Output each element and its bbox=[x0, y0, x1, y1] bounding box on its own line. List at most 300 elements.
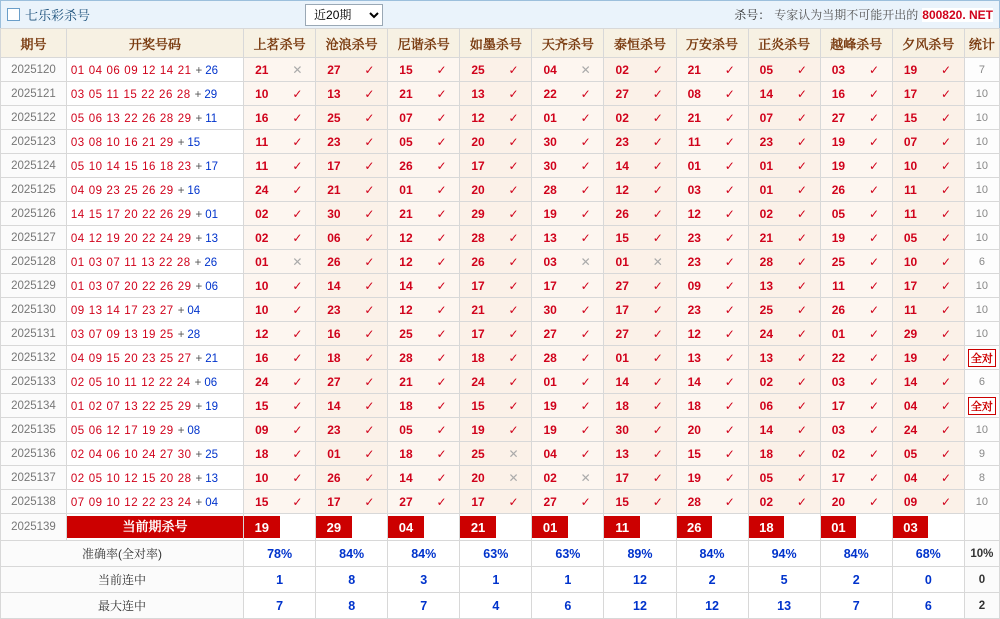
killer-number: 04 bbox=[903, 398, 918, 413]
check-icon: ✓ bbox=[868, 326, 879, 341]
check-icon: ✓ bbox=[436, 206, 447, 221]
check-icon: ✓ bbox=[941, 470, 952, 485]
special-number: 25 bbox=[205, 448, 218, 461]
draw-number: 16 bbox=[142, 160, 156, 173]
check-icon: ✓ bbox=[292, 470, 303, 485]
row-statistic: 10 bbox=[964, 322, 999, 346]
draw-number: 13 bbox=[106, 112, 121, 125]
current-period-label: 当前期杀号 bbox=[67, 516, 243, 538]
draw-number: 14 bbox=[70, 208, 85, 221]
check-icon: ✓ bbox=[364, 326, 375, 341]
killer-cell bbox=[244, 250, 316, 274]
draw-number: 20 bbox=[124, 232, 139, 245]
check-icon: ✓ bbox=[364, 182, 375, 197]
plus-sign: + bbox=[177, 184, 185, 197]
header-killer-8[interactable]: 越峰杀号 bbox=[820, 29, 892, 58]
killer-cell bbox=[604, 226, 676, 250]
cross-icon: ✕ bbox=[580, 62, 591, 77]
check-icon: ✓ bbox=[652, 374, 663, 389]
row-draw-numbers bbox=[66, 418, 243, 442]
check-icon: ✓ bbox=[724, 350, 735, 365]
killer-number: 20 bbox=[471, 182, 485, 197]
current-killer-number: 29 bbox=[316, 516, 352, 538]
draw-number: 09 bbox=[88, 352, 103, 365]
row-statistic: 6 bbox=[964, 250, 999, 274]
table-row bbox=[1, 322, 1000, 346]
special-number: 26 bbox=[204, 256, 218, 269]
cross-icon: ✕ bbox=[508, 446, 519, 461]
killer-cell bbox=[820, 106, 892, 130]
draw-number: 29 bbox=[177, 112, 192, 125]
check-icon: ✓ bbox=[436, 446, 447, 461]
killer-cell bbox=[676, 202, 748, 226]
killer-number: 18 bbox=[615, 398, 629, 413]
check-icon: ✓ bbox=[941, 302, 952, 317]
header-killer-0[interactable]: 上茗杀号 bbox=[244, 29, 316, 58]
check-icon: ✓ bbox=[941, 326, 952, 341]
draw-number: 12 bbox=[106, 424, 121, 437]
killer-number: 29 bbox=[903, 326, 918, 341]
check-icon: ✓ bbox=[724, 470, 735, 485]
killer-number: 03 bbox=[687, 182, 701, 197]
check-icon: ✓ bbox=[580, 350, 591, 365]
check-icon: ✓ bbox=[724, 398, 735, 413]
killer-cell bbox=[316, 418, 388, 442]
check-icon: ✓ bbox=[724, 206, 735, 221]
row-draw-numbers bbox=[66, 250, 243, 274]
killer-number: 19 bbox=[543, 422, 557, 437]
summary-value: 8 bbox=[316, 593, 388, 619]
header-killer-3[interactable]: 如墨杀号 bbox=[460, 29, 532, 58]
row-statistic: 6 bbox=[964, 370, 999, 394]
killer-cell bbox=[892, 202, 964, 226]
table-row bbox=[1, 346, 1000, 370]
special-number: 06 bbox=[204, 376, 218, 389]
killer-number: 27 bbox=[543, 326, 557, 341]
killer-cell bbox=[316, 442, 388, 466]
header-killer-1[interactable]: 沧浪杀号 bbox=[316, 29, 388, 58]
killer-number: 30 bbox=[543, 134, 557, 149]
checkbox-empty-icon[interactable] bbox=[7, 8, 20, 21]
row-draw-numbers bbox=[66, 466, 243, 490]
draw-number: 29 bbox=[159, 184, 174, 197]
killer-number: 17 bbox=[471, 494, 485, 509]
check-icon: ✓ bbox=[508, 278, 519, 293]
draw-number: 10 bbox=[106, 472, 121, 485]
killer-cell bbox=[244, 202, 316, 226]
killer-cell bbox=[820, 250, 892, 274]
current-period-number: 2025139 bbox=[1, 514, 67, 541]
killer-cell bbox=[532, 418, 604, 442]
killer-cell bbox=[892, 466, 964, 490]
check-icon: ✓ bbox=[436, 350, 447, 365]
killer-cell bbox=[316, 274, 388, 298]
draw-number: 20 bbox=[124, 208, 139, 221]
draw-number: 01 bbox=[70, 280, 85, 293]
killer-cell bbox=[460, 418, 532, 442]
draw-number: 22 bbox=[159, 376, 173, 389]
killer-cell bbox=[748, 346, 820, 370]
header-killer-4[interactable]: 天齐杀号 bbox=[532, 29, 604, 58]
check-icon: ✓ bbox=[724, 446, 735, 461]
killer-number: 13 bbox=[615, 446, 629, 461]
draw-number: 23 bbox=[142, 352, 156, 365]
cross-icon: ✕ bbox=[508, 470, 519, 485]
row-draw-numbers bbox=[66, 226, 243, 250]
draw-number: 22 bbox=[142, 496, 156, 509]
killer-number: 24 bbox=[255, 182, 269, 197]
special-number: 04 bbox=[187, 304, 201, 317]
killer-cell bbox=[748, 106, 820, 130]
draw-number: 26 bbox=[142, 184, 156, 197]
killer-number: 21 bbox=[255, 62, 269, 77]
check-icon: ✓ bbox=[508, 230, 519, 245]
killer-cell bbox=[388, 418, 460, 442]
check-icon: ✓ bbox=[868, 62, 879, 77]
killer-cell bbox=[748, 274, 820, 298]
draw-number: 22 bbox=[142, 208, 156, 221]
special-number: 04 bbox=[205, 496, 218, 509]
killer-number: 14 bbox=[759, 422, 774, 437]
check-icon: ✓ bbox=[292, 422, 303, 437]
check-icon: ✓ bbox=[508, 254, 519, 269]
check-icon: ✓ bbox=[868, 254, 879, 269]
killer-number: 03 bbox=[543, 254, 557, 269]
killer-number: 26 bbox=[615, 206, 629, 221]
killer-number: 26 bbox=[327, 254, 341, 269]
table-row bbox=[1, 82, 1000, 106]
killer-number: 05 bbox=[759, 470, 774, 485]
plus-sign: + bbox=[195, 208, 203, 221]
killer-cell bbox=[316, 298, 388, 322]
table-row bbox=[1, 154, 1000, 178]
check-icon: ✓ bbox=[364, 62, 375, 77]
killer-cell bbox=[316, 178, 388, 202]
header-killer-9[interactable]: 夕风杀号 bbox=[892, 29, 964, 58]
killer-cell bbox=[244, 274, 316, 298]
killer-number: 23 bbox=[327, 302, 341, 317]
check-icon: ✓ bbox=[868, 422, 879, 437]
killer-number: 21 bbox=[471, 302, 485, 317]
killer-number: 02 bbox=[615, 110, 629, 125]
check-icon: ✓ bbox=[580, 158, 591, 173]
row-statistic: 10 bbox=[964, 106, 999, 130]
check-icon: ✓ bbox=[436, 302, 447, 317]
killer-cell bbox=[244, 298, 316, 322]
killer-number: 21 bbox=[759, 230, 774, 245]
killer-number: 05 bbox=[903, 446, 918, 461]
draw-number: 15 bbox=[142, 472, 156, 485]
killer-number: 16 bbox=[831, 86, 846, 101]
plus-sign: + bbox=[194, 256, 202, 269]
current-killer-cell bbox=[820, 514, 892, 541]
row-period: 2025134 bbox=[1, 394, 67, 418]
killer-number: 15 bbox=[903, 110, 918, 125]
killer-number: 23 bbox=[759, 134, 774, 149]
draw-number: 07 bbox=[106, 256, 121, 269]
killer-number: 14 bbox=[615, 158, 629, 173]
killer-cell bbox=[244, 58, 316, 82]
killer-cell bbox=[460, 274, 532, 298]
special-number: 16 bbox=[187, 184, 201, 197]
draw-number: 09 bbox=[70, 304, 85, 317]
killer-cell bbox=[604, 154, 676, 178]
row-statistic: 8 bbox=[964, 466, 999, 490]
check-icon: ✓ bbox=[796, 134, 807, 149]
killer-cell bbox=[748, 250, 820, 274]
killer-cell bbox=[676, 274, 748, 298]
row-draw-numbers bbox=[66, 58, 243, 82]
killer-cell bbox=[604, 418, 676, 442]
header-killer-5[interactable]: 泰恒杀号 bbox=[604, 29, 676, 58]
killer-number: 14 bbox=[903, 374, 918, 389]
table-body bbox=[1, 58, 1000, 619]
killer-cell bbox=[460, 250, 532, 274]
killer-cell bbox=[748, 322, 820, 346]
killer-cell bbox=[676, 418, 748, 442]
killer-cell bbox=[532, 346, 604, 370]
check-icon: ✓ bbox=[868, 278, 879, 293]
draw-number: 29 bbox=[177, 208, 192, 221]
check-icon: ✓ bbox=[724, 422, 735, 437]
row-period: 2025126 bbox=[1, 202, 67, 226]
current-killer-cell bbox=[388, 514, 460, 541]
killer-cell bbox=[388, 58, 460, 82]
draw-number: 24 bbox=[142, 448, 156, 461]
header-killer-6[interactable]: 万安杀号 bbox=[676, 29, 748, 58]
killer-number: 17 bbox=[831, 398, 846, 413]
table-row bbox=[1, 226, 1000, 250]
draw-number: 28 bbox=[176, 256, 191, 269]
check-icon: ✓ bbox=[868, 230, 879, 245]
draw-number: 12 bbox=[141, 376, 156, 389]
killer-number: 12 bbox=[471, 110, 485, 125]
killer-cell bbox=[316, 394, 388, 418]
killer-number: 13 bbox=[327, 86, 341, 101]
killer-cell bbox=[892, 58, 964, 82]
summary-statistic: 2 bbox=[964, 593, 999, 619]
killer-cell bbox=[892, 418, 964, 442]
row-statistic: 10 bbox=[964, 226, 999, 250]
killer-cell bbox=[388, 442, 460, 466]
killer-cell bbox=[892, 274, 964, 298]
check-icon: ✓ bbox=[941, 374, 952, 389]
table-row bbox=[1, 370, 1000, 394]
killer-number: 14 bbox=[687, 374, 701, 389]
draw-number: 13 bbox=[88, 304, 103, 317]
check-icon: ✓ bbox=[580, 182, 591, 197]
killer-number: 15 bbox=[615, 230, 629, 245]
row-period: 2025129 bbox=[1, 274, 67, 298]
check-icon: ✓ bbox=[941, 206, 952, 221]
summary-row bbox=[1, 593, 1000, 619]
check-icon: ✓ bbox=[508, 110, 519, 125]
killer-number: 11 bbox=[904, 182, 917, 197]
killer-number: 07 bbox=[759, 110, 774, 125]
killer-number: 19 bbox=[831, 158, 846, 173]
check-icon: ✓ bbox=[364, 86, 375, 101]
draw-number: 12 bbox=[124, 472, 139, 485]
row-statistic: 7 bbox=[964, 58, 999, 82]
draw-number: 09 bbox=[88, 496, 103, 509]
killer-number: 18 bbox=[471, 350, 485, 365]
killer-number: 17 bbox=[831, 470, 846, 485]
check-icon: ✓ bbox=[796, 110, 807, 125]
summary-value: 6 bbox=[532, 593, 604, 619]
row-statistic bbox=[964, 346, 999, 370]
check-icon: ✓ bbox=[580, 302, 591, 317]
killer-cell bbox=[676, 154, 748, 178]
killer-number: 29 bbox=[471, 206, 485, 221]
check-icon: ✓ bbox=[436, 278, 447, 293]
draw-number: 17 bbox=[106, 208, 121, 221]
killer-cell bbox=[244, 466, 316, 490]
check-icon: ✓ bbox=[364, 206, 375, 221]
draw-number: 29 bbox=[177, 400, 192, 413]
special-number: 01 bbox=[205, 208, 218, 221]
check-icon: ✓ bbox=[724, 326, 735, 341]
killer-number: 01 bbox=[687, 158, 701, 173]
killer-number: 25 bbox=[327, 110, 341, 125]
killer-number: 23 bbox=[615, 134, 629, 149]
check-icon: ✓ bbox=[868, 134, 879, 149]
killer-cell bbox=[820, 274, 892, 298]
killer-cell bbox=[748, 418, 820, 442]
killer-cell bbox=[532, 370, 604, 394]
summary-value: 6 bbox=[892, 593, 964, 619]
summary-label: 准确率(全对率) bbox=[1, 541, 244, 567]
killer-cell bbox=[820, 490, 892, 514]
killer-cell bbox=[244, 418, 316, 442]
draw-number: 19 bbox=[142, 424, 156, 437]
check-icon: ✓ bbox=[652, 182, 663, 197]
summary-value: 3 bbox=[388, 567, 460, 593]
killer-cell bbox=[532, 202, 604, 226]
check-icon: ✓ bbox=[652, 326, 663, 341]
killer-number: 05 bbox=[759, 62, 774, 77]
killer-cell bbox=[532, 130, 604, 154]
check-icon: ✓ bbox=[364, 350, 375, 365]
killer-cell bbox=[388, 250, 460, 274]
check-icon: ✓ bbox=[796, 206, 807, 221]
check-icon: ✓ bbox=[436, 110, 447, 125]
killer-cell bbox=[820, 346, 892, 370]
killer-number: 27 bbox=[399, 494, 413, 509]
killer-number: 20 bbox=[471, 134, 485, 149]
killer-cell bbox=[820, 178, 892, 202]
killer-cell bbox=[532, 442, 604, 466]
killer-cell bbox=[820, 154, 892, 178]
killer-number: 25 bbox=[759, 302, 774, 317]
killer-cell bbox=[748, 394, 820, 418]
period-select[interactable] bbox=[305, 4, 383, 26]
check-icon: ✓ bbox=[941, 278, 952, 293]
killer-number: 18 bbox=[327, 350, 341, 365]
check-icon: ✓ bbox=[508, 494, 519, 509]
current-killer-number: 21 bbox=[460, 516, 496, 538]
killer-cell bbox=[892, 394, 964, 418]
draw-number: 11 bbox=[124, 376, 138, 389]
killer-number: 23 bbox=[327, 134, 341, 149]
draw-number: 24 bbox=[176, 376, 191, 389]
killer-number: 11 bbox=[255, 134, 269, 149]
draw-number: 10 bbox=[106, 496, 121, 509]
top-bar-left bbox=[7, 5, 90, 24]
check-icon: ✓ bbox=[941, 350, 952, 365]
killer-number: 17 bbox=[327, 494, 341, 509]
killer-cell bbox=[244, 442, 316, 466]
summary-value: 68% bbox=[892, 541, 964, 567]
killer-number: 11 bbox=[255, 158, 269, 173]
killer-cell bbox=[676, 370, 748, 394]
check-icon: ✓ bbox=[796, 398, 807, 413]
current-killer-cell bbox=[892, 514, 964, 541]
check-icon: ✓ bbox=[292, 494, 303, 509]
check-icon: ✓ bbox=[580, 110, 591, 125]
killer-number: 25 bbox=[831, 254, 846, 269]
check-icon: ✓ bbox=[941, 134, 952, 149]
draw-number: 10 bbox=[106, 136, 121, 149]
special-number: 19 bbox=[205, 400, 218, 413]
killer-number: 01 bbox=[615, 350, 629, 365]
check-icon: ✓ bbox=[796, 470, 807, 485]
killer-number: 12 bbox=[615, 182, 629, 197]
killer-number: 17 bbox=[543, 278, 557, 293]
killer-cell bbox=[460, 82, 532, 106]
killer-cell bbox=[892, 250, 964, 274]
killer-number: 15 bbox=[255, 398, 269, 413]
check-icon: ✓ bbox=[580, 206, 591, 221]
summary-value: 84% bbox=[676, 541, 748, 567]
killer-cell bbox=[244, 154, 316, 178]
draw-number: 02 bbox=[88, 400, 103, 413]
killer-cell bbox=[244, 178, 316, 202]
killer-cell bbox=[820, 370, 892, 394]
check-icon: ✓ bbox=[868, 446, 879, 461]
check-icon: ✓ bbox=[868, 86, 879, 101]
draw-number: 07 bbox=[70, 496, 85, 509]
killer-cell bbox=[460, 226, 532, 250]
killer-number: 05 bbox=[831, 206, 846, 221]
summary-row bbox=[1, 567, 1000, 593]
check-icon: ✓ bbox=[796, 278, 807, 293]
draw-number: 29 bbox=[159, 424, 174, 437]
all-correct-badge: 全对 bbox=[968, 349, 996, 367]
check-icon: ✓ bbox=[508, 326, 519, 341]
header-killer-7[interactable]: 正炎杀号 bbox=[748, 29, 820, 58]
check-icon: ✓ bbox=[292, 326, 303, 341]
killer-number: 17 bbox=[615, 302, 629, 317]
draw-number: 13 bbox=[141, 256, 156, 269]
header-killer-2[interactable]: 尼谐杀号 bbox=[388, 29, 460, 58]
draw-number: 06 bbox=[106, 64, 121, 77]
killer-number: 14 bbox=[615, 374, 629, 389]
killer-cell bbox=[388, 274, 460, 298]
row-period: 2025123 bbox=[1, 130, 67, 154]
check-icon: ✓ bbox=[652, 134, 663, 149]
current-killer-number: 11 bbox=[604, 516, 640, 538]
killer-cell bbox=[604, 106, 676, 130]
plus-sign: + bbox=[177, 424, 185, 437]
table-row bbox=[1, 418, 1000, 442]
draw-number: 28 bbox=[159, 112, 174, 125]
killer-cell bbox=[388, 394, 460, 418]
check-icon: ✓ bbox=[364, 398, 375, 413]
killer-cell bbox=[748, 58, 820, 82]
draw-number: 23 bbox=[177, 160, 192, 173]
killer-cell bbox=[388, 466, 460, 490]
row-period: 2025133 bbox=[1, 370, 67, 394]
